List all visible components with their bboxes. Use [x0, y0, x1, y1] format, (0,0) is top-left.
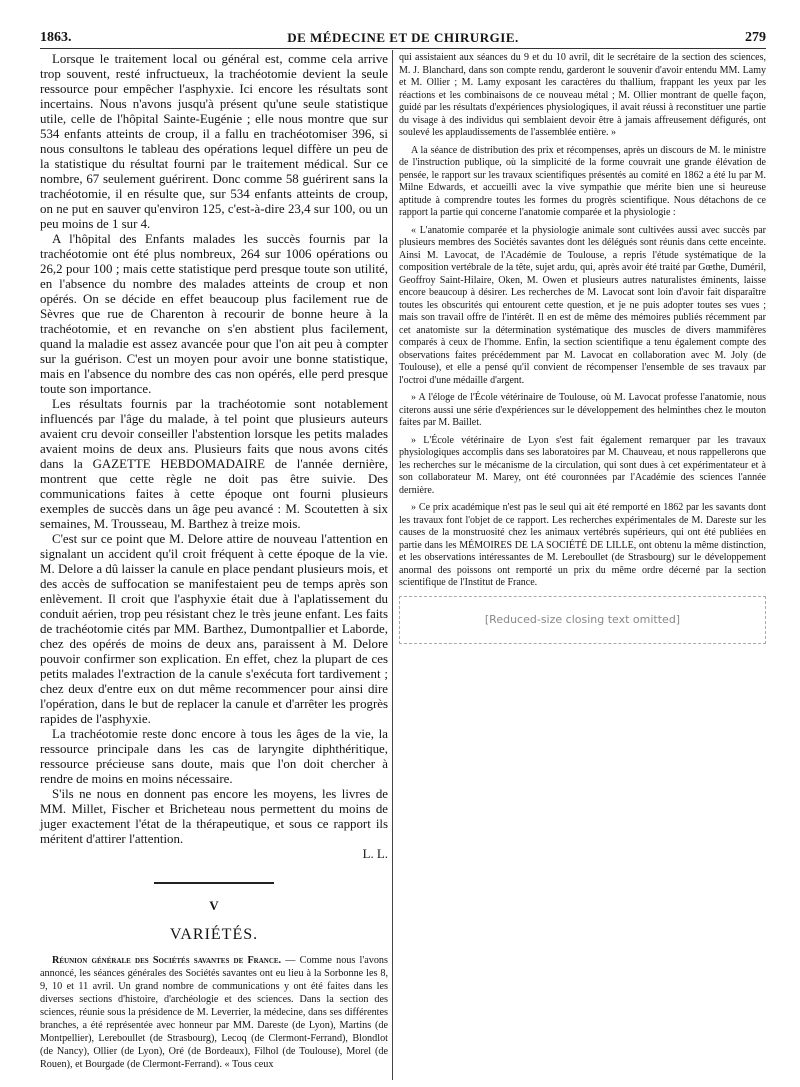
page-header: [40, 28, 766, 49]
variety-heading: Réunion générale des Sociétés savantes de France.: [52, 955, 282, 966]
column-divider: [392, 50, 393, 1080]
paragraph: » A l'éloge de l'École vétérinaire de Toulouse, où M. Lavocat professe l'anatomie, nous citerons aussi une série d'expériences sur le développement des helminthes chez le mouton faites par M. Baillet.: [399, 392, 766, 428]
header-title: DE MÉDECINE ET DE CHIRURGIE.: [287, 30, 519, 45]
paragraph: » Ce prix académique n'est pas le seul qui ait été remporté en 1862 par les savants dont les travaux font l'objet de ce rapport. Les recherches expérimentales de M. Dareste sur les causes de la monstruosité chez les animaux vertébrés supérieurs, qui ont été publiées en partie dans les MÉMOIRES DE LA SOCIÉTÉ DE LILLE, ont obtenu la même distinction, et les observations intéressantes de M. Lereboullet (de Strasbourg) sur le développement anormal des poissons ont remporté un prix du même ordre décerné par la section scientifique de l'Institut de France.: [399, 502, 766, 588]
variety-text: — Comme nous l'avons annoncé, les séances générales des Sociétés savantes ont eu lieu à la Sorbonne les 8, 9, 10 et 11 avril. Un grand nombre de communications y ont été faites dans les diverses sections d'histoire, d'archéologie et des sciences. Dans la section des sciences, réunie sous la présidence de M. Leverrier, la médecine, dans ses différentes branches, a été représentée avec honneur par MM. Dareste (de Lyon), Martins (de Montpellier), Lereboullet (de Strasbourg), Lecoq (de Clermont-Ferrand), Blondlot (de Nancy), Ollier (de Lyon), Oré (de Bordeaux), Filhol (de Toulouse), Morel (de Rouen), et Bourgade (de Clermont-Ferrand). « Tous ceux: [40, 955, 388, 1070]
signature: L. L.: [362, 847, 388, 861]
paragraph: La trachéotomie reste donc encore à tous les âges de la vie, la ressource principale dans les cas de laryngite diphthéritique, ressource précieuse sans doute, mais que l'on doit chercher à rendre de moins en moins nécessaire.: [40, 727, 388, 786]
page-number: 279: [745, 30, 766, 45]
paragraph: A la séance de distribution des prix et récompenses, après un discours de M. le ministre de l'instruction publique, où la simplicité de la forme couvrait une grande élévation de pensée, le rapport sur les travaux scientifiques présentés au comité en 1862 a été lu par M. Milne Edwards, et accueilli avec la vive sympathie que mérite bien une si heureuse aptitude à comprendre toutes les formes du progrès scientifique. Nous détachons de ce rapport la partie qui concerne l'anatomie comparée et la physiologie :: [399, 144, 766, 218]
paragraph: A l'hôpital des Enfants malades les succès fournis par la trachéotomie ont été plus nombreux, 264 sur 1006 opérations ou 26,2 pour 100 ; mais cette statistique perd presque toute son utilité, en l'absence du nombre des malades atteints de croup et non opérés. On se décide en effet beaucoup plus facilement rue de Sèvres que rue de Charenton à recourir de bonne heure à la trachéotomie, et en revanche on s'en abstient plus facilement, quand la maladie est assez avancée pour que l'on ait peu à compter sur la guérison. C'est un moyen pour avoir une bonne statistique, mais en l'absence du nombre des cas non opérés, elle perd presque toute son importance.: [40, 232, 388, 396]
right-column: [399, 52, 766, 644]
paragraph: » L'École vétérinaire de Lyon s'est fait également remarquer par les travaux physiologiques accomplis dans ses laboratoires par M. Chauveau, et nous rappellerons que les recherches sur le mécanisme de la circulation, qui sont dues à cet expérimentateur et à son collaborateur M. Marey, ont été couronnées par l'Académie des sciences l'année dernière.: [399, 434, 766, 496]
header-year: 1863.: [40, 30, 72, 45]
omitted-text-placeholder: [Reduced-size closing text omitted]: [399, 596, 766, 644]
left-column: [40, 52, 388, 1071]
variety-paragraph: [40, 954, 388, 1071]
paragraph: C'est sur ce point que M. Delore attire de nouveau l'attention en signalant un accident qu'il croit fréquent à cette époque de la vie. M. Delore a dû laisser la canule en place pendant plusieurs mois, et des accès de suffocation se manifestaient peu de temps après son enlèvement. Il croit que l'asphyxie était due à l'aplatissement du conduit aérien, trop peu résistant chez le très jeune enfant. Les faits de trachéotomie cités par MM. Barthez, Dumontpallier et Laborde, chez des opérés de moins de deux ans, paraissent à M. Delore pouvoir confirmer son explication. En effet, chez la plupart de ces petits malades l'extraction de la canule s'exécuta fort tardivement ; chez deux d'entre eux on dut même recommencer pour ainsi dire l'opération, dans le but de replacer la canule et d'arrêter les progrès rapides de l'asphyxie.: [40, 532, 388, 726]
paragraph: Les résultats fournis par la trachéotomie sont notablement influencés par l'âge du malade, à tel point que plusieurs auteurs avaient cru devoir conseiller l'abstention lorsque les petits malades avaient moins de deux ans. Plusieurs faits que nous avons cités dans la GAZETTE HEBDOMADAIRE de l'année dernière, montrent que cette règle ne doit pas être suivie. Des communications faites à cette époque ont fourni plusieurs exemples de succès dans un âge peu avancé : M. Scoutetten à six semaines, M. Trousseau, M. Barthez à treize mois.: [40, 397, 388, 531]
section-title: VARIÉTÉS.: [169, 926, 259, 943]
paragraph: S'ils ne nous en donnent pas encore les moyens, les livres de MM. Millet, Fischer et Bricheteau nous permettent du moins de juger exactement l'état de la thérapeutique, et sous ce rapport ils méritent d'attirer l'attention.: [40, 787, 388, 846]
paragraph: « L'anatomie comparée et la physiologie animale sont cultivées aussi avec succès par plusieurs membres des Sociétés savantes dont les délégués sont réunis dans cette enceinte. Ainsi M. Lavocat, de l'Académie de Toulouse, a repris l'étude systématique de la composition vertébrale de la tête, sujet ardu, qui, après avoir été traité par Gœthe, Duméril, Geoffroy Saint-Hilaire, Oken, M. Owen et plusieurs autres naturalistes éminents, laisse encore beaucoup à désirer. Les recherches de M. Lavocat sont loin d'avoir fait disparaître toutes les obscurités qui entourent cette question, et je ne puis adopter toutes ses vues ; mais son travail offre de l'intérêt. Il en est de même des mémoires publiés récemment par cet anatomiste sur la détermination systématique des muscles de divers mammifères comparés à ceux de l'homme. Enfin, la section scientifique a tenu également compte des observations faites précédemment par M. Lavocat en collaboration avec M. Joly (de Toulouse), et elle a pensé qu'il convient de récompenser l'ensemble de ses travaux par l'octroi d'une médaille d'argent.: [399, 224, 766, 386]
section-separator: [154, 882, 274, 884]
paragraph: Lorsque le traitement local ou général est, comme cela arrive trop souvent, resté infructueux, la trachéotomie devient la seule ressource pour empêcher l'asphyxie. Ici encore les résultats sont incertains. Nous n'avons jusqu'à présent qu'une seule statistique utile, celle de l'hôpital Sainte-Eugénie ; elle nous montre que sur 534 enfants atteints de croup, il a fallu en trachéotomiser 396, si nous consultons le tableau des opérations lequel diffère un peu de la statistique du résultat fourni par le traitement médical. Sur ce nombre, 67 seulement guérirent. Donc comme 58 guérirent sans la trachéotomie, il en résulte que, sur 534 enfants atteints de croup, on ne put en sauver qu'environ 125, c'est-à-dire 23,4 sur 100, ou un peu moins de 1 sur 4.: [40, 52, 388, 231]
section-number: V: [209, 898, 219, 913]
paragraph: qui assistaient aux séances du 9 et du 10 avril, dit le secrétaire de la section des sciences, M. J. Blanchard, dans son compte rendu, garderont le souvenir d'avoir entendu MM. Lamy et M. Ollier ; M. Lamy exposant les caractères du thallium, frappant les yeux par les réactions et les combinaisons de ce nouveau métal ; M. Ollier montrant de quelle façon, guidé par les résultats d'expériences physiologiques, il avait réussi à reconstituer une partie du visage à des individus qui semblaient devoir être à jamais affreusement défigurés, ont soulevé les applaudissements de l'assemblée entière. »: [399, 52, 766, 138]
